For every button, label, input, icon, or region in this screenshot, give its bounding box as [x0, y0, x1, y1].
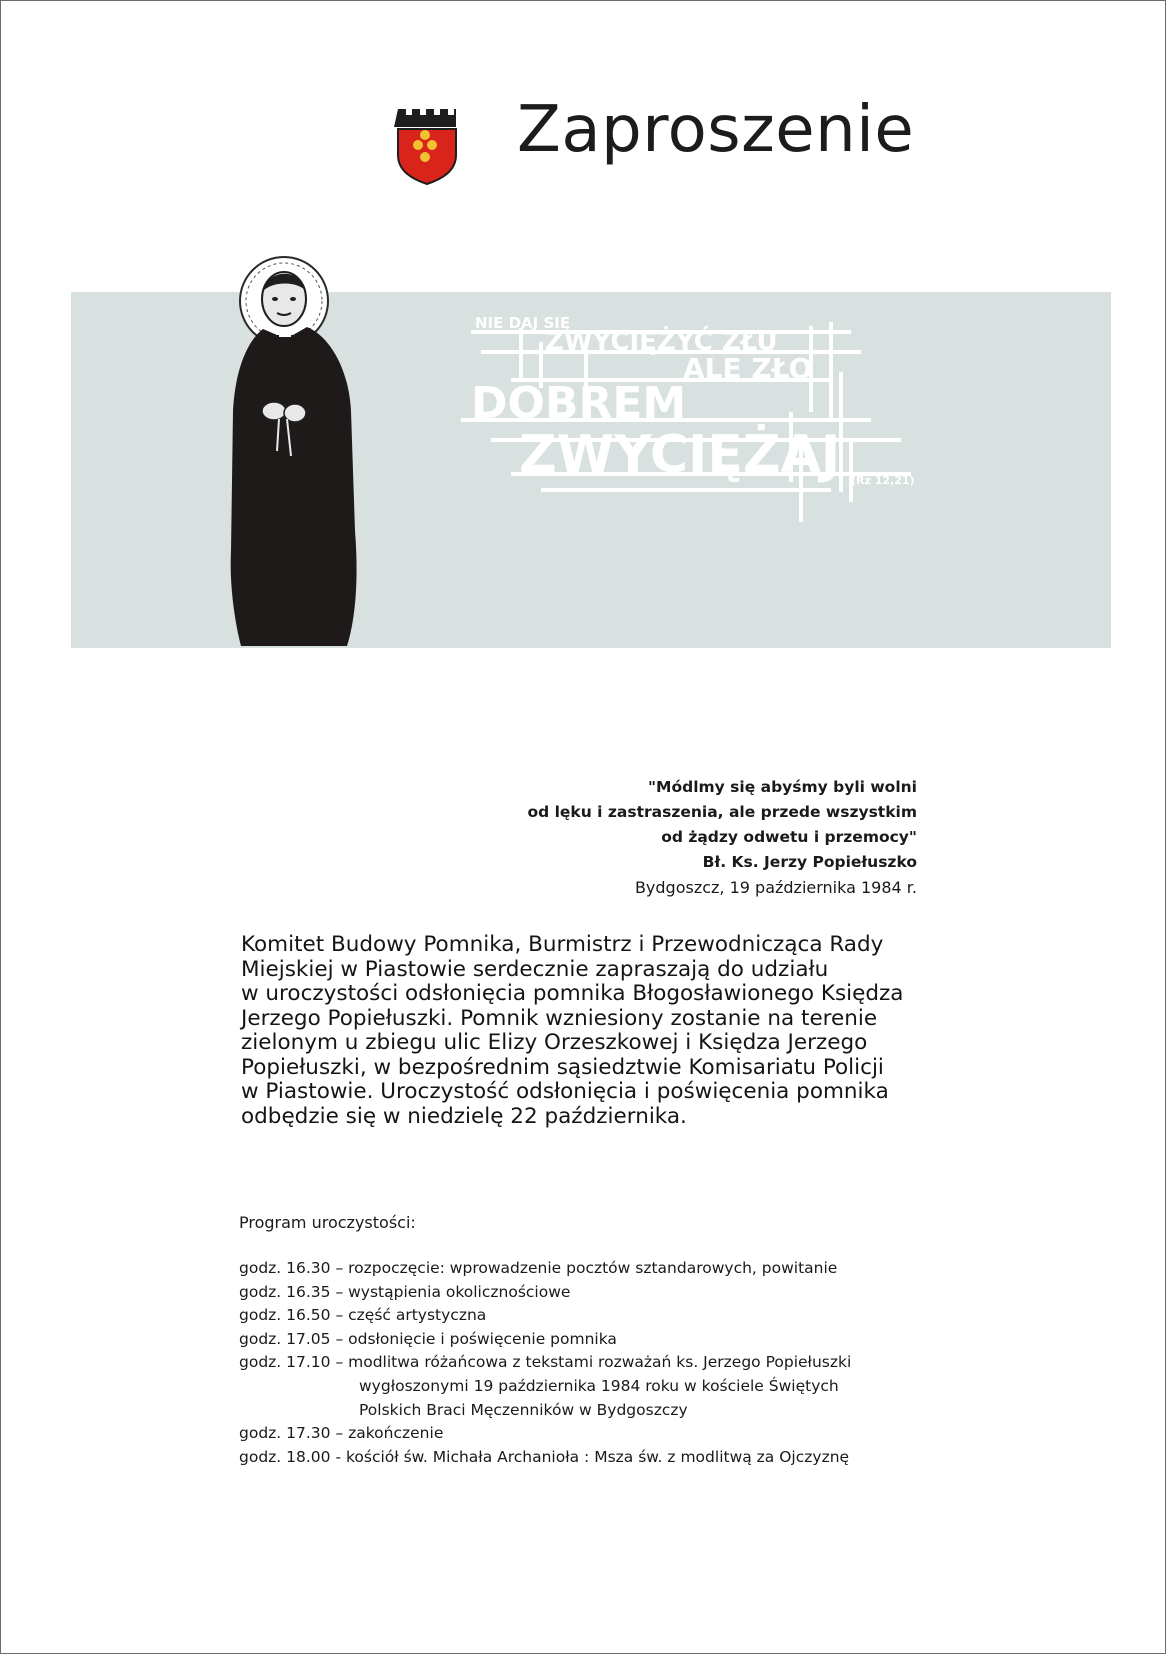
program-heading: Program uroczystości:: [239, 1213, 416, 1232]
quote-line: "Módlmy się abyśmy byli wolni: [647, 778, 917, 796]
invitation-line: w Piastowie. Uroczystość odsłonięcia i poświęcenia pomnika: [241, 1079, 889, 1104]
priest-silhouette-with-halo-icon: [227, 251, 397, 651]
program-list: [239, 1257, 959, 1469]
quote-line: od żądzy odwetu i przemocy": [661, 828, 917, 846]
program-item: godz. 17.10 – modlitwa różańcowa z tekstami rozważań ks. Jerzego Popiełuszki: [239, 1353, 852, 1372]
invitation-line: odbędzie się w niedzielę 22 października.: [241, 1103, 687, 1129]
program-item-continuation: wygłoszonymi 19 października 1984 roku w kościele Świętych: [359, 1376, 839, 1395]
quote-author: Bł. Ks. Jerzy Popiełuszko: [702, 853, 917, 871]
program-item: godz. 17.30 – zakończenie: [239, 1424, 444, 1443]
motto-line-5: ZWYCIĘŻAJ: [519, 425, 841, 485]
program-item: godz. 17.05 – odsłonięcie i poświęcenie pomnika: [239, 1329, 617, 1348]
motto-reference: (Rz 12,21): [851, 474, 915, 487]
program-item-continuation: Polskich Braci Męczenników w Bydgoszczy: [359, 1400, 688, 1419]
invitation-line: Popiełuszki, w bezpośrednim sąsiedztwie Komisariatu Policji: [241, 1054, 884, 1080]
invitation-line: Jerzego Popiełuszki. Pomnik wzniesiony zostanie na terenie: [241, 1005, 878, 1031]
invitation-paragraph: [241, 933, 941, 1129]
invitation-line: w uroczystości odsłonięcia pomnika Błogosławionego Księdza: [241, 981, 904, 1006]
quote-line: od lęku i zastraszenia, ale przede wszystkim: [527, 803, 917, 821]
motto-line-2: ZWYCIĘŻYĆ ZŁU: [545, 327, 778, 357]
invitation-line: Miejskiej w Piastowie serdecznie zapraszają do udziału: [241, 956, 829, 982]
invitation-line: Komitet Budowy Pomnika, Burmistrz i Przewodnicząca Rady: [241, 932, 884, 957]
program-item: godz. 16.35 – wystąpienia okolicznościowe: [239, 1282, 571, 1301]
program-item: godz. 16.50 – część artystyczna: [239, 1306, 487, 1325]
town-coat-of-arms-icon: [394, 105, 460, 185]
invitation-line: zielonym u zbiegu ulic Elizy Orzeszkowej i Księdza Jerzego: [241, 1030, 868, 1055]
motto-line-3: ALE ZŁO: [683, 352, 813, 385]
page-title: Zaproszenie: [517, 93, 915, 167]
quote-block: [527, 775, 917, 900]
program-item: godz. 18.00 - kościół św. Michała Archanioła : Msza św. z modlitwą za Ojczyznę: [239, 1447, 850, 1466]
motto-line-1: NIE DAJ SIĘ: [475, 314, 571, 332]
motto-line-4: DOBREM: [471, 378, 687, 429]
program-item: godz. 16.30 – rozpoczęcie: wprowadzenie pocztów sztandarowych, powitanie: [239, 1259, 838, 1277]
quote-place-date: Bydgoszcz, 19 października 1984 r.: [634, 878, 917, 897]
